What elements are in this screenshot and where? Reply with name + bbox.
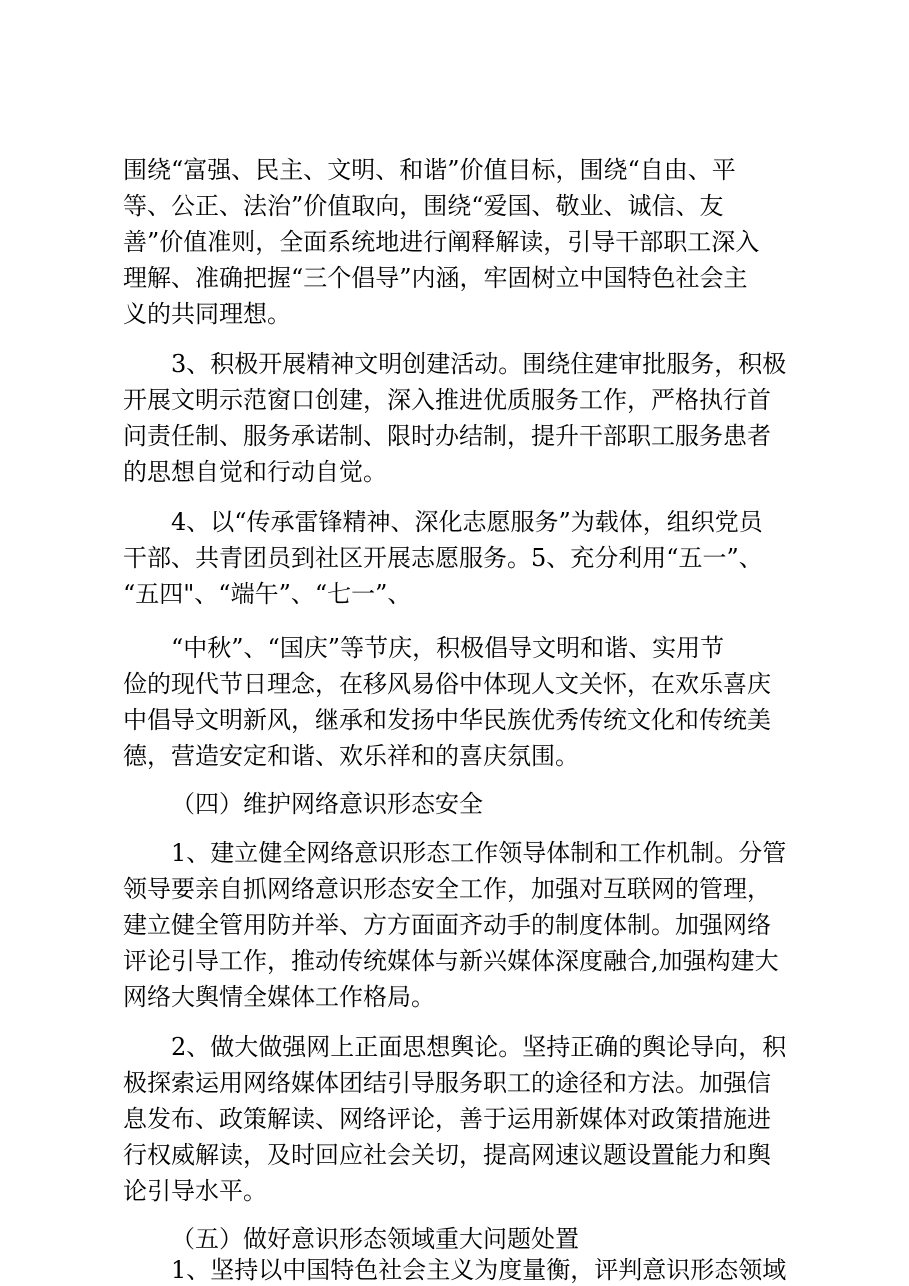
text-line: 论引导水平。 — [123, 1177, 267, 1205]
text-line: 开展文明示范窗口创建，深入推进优质服务工作，严格执行首 — [123, 386, 771, 414]
text-line: 2、做大做强网上正面思想舆论。坚持正确的舆论导向，积 — [171, 1033, 787, 1061]
text-line: 评论引导工作，推动传统媒体与新兴媒体深度融合,加强构建大 — [123, 947, 779, 975]
text-line: “中秋”、“国庆”等节庆，积极倡导文明和谐、实用节 — [171, 634, 725, 662]
text-line: 善”价值准则，全面系统地进行阐释解读，引导干部职工深入 — [123, 228, 760, 256]
section-heading: （五）做好意识形态领域重大问题处置 — [171, 1225, 579, 1253]
text-line: 行权威解读，及时回应社会关切，提高网速议题设置能力和舆 — [123, 1141, 771, 1169]
text-line: 德，营造安定和谐、欢乐祥和的喜庆氛围。 — [123, 742, 579, 770]
text-line: 极探索运用网络媒体团结引导服务职工的途径和方法。加强信 — [123, 1069, 771, 1097]
text-line: 干部、共青团员到社区开展志愿服务。5、充分利用“五一”、 — [123, 544, 763, 572]
text-line: 义的共同理想。 — [123, 300, 291, 328]
text-line: 建立健全管用防并举、方方面面齐动手的制度体制。加强网络 — [123, 911, 771, 939]
text-line: 领导要亲自抓网络意识形态安全工作，加强对互联网的管理， — [123, 875, 771, 903]
text-line: 息发布、政策解读、网络评论，善于运用新媒体对政策措施进 — [123, 1105, 771, 1133]
text-line: 1、坚持以中国特色社会主义为度量衡，评判意识形态领域 — [171, 1256, 787, 1284]
text-line: 等、公正、法治”价值取向，围绕“爱国、敬业、诚信、友 — [123, 192, 724, 220]
text-line: 中倡导文明新风，继承和发扬中华民族优秀传统文化和传统美 — [123, 706, 771, 734]
section-heading: （四）维护网络意识形态安全 — [171, 790, 483, 818]
text-line: 3、积极开展精神文明创建活动。围绕住建审批服务，积极 — [171, 350, 787, 378]
text-line: 俭的现代节日理念，在移风易俗中体现人文关怀，在欢乐喜庆 — [123, 670, 771, 698]
text-line: 问责任制、服务承诺制、限时办结制，提升干部职工服务患者 — [123, 422, 771, 450]
text-line: “五四"、“端午”、“七一”、 — [123, 580, 412, 608]
text-line: 4、以“传承雷锋精神、深化志愿服务”为载体，组织党员 — [171, 508, 763, 536]
text-line: 围绕“富强、民主、文明、和谐”价值目标，围绕“自由、平 — [123, 156, 736, 184]
text-line: 网络大舆情全媒体工作格局。 — [123, 983, 435, 1011]
text-line: 的思想自觉和行动自觉。 — [123, 458, 387, 486]
text-line: 1、建立健全网络意识形态工作领导体制和工作机制。分管 — [171, 839, 787, 867]
text-line: 理解、准确把握“三个倡导”内涵，牢固树立中国特色社会主 — [123, 264, 748, 292]
